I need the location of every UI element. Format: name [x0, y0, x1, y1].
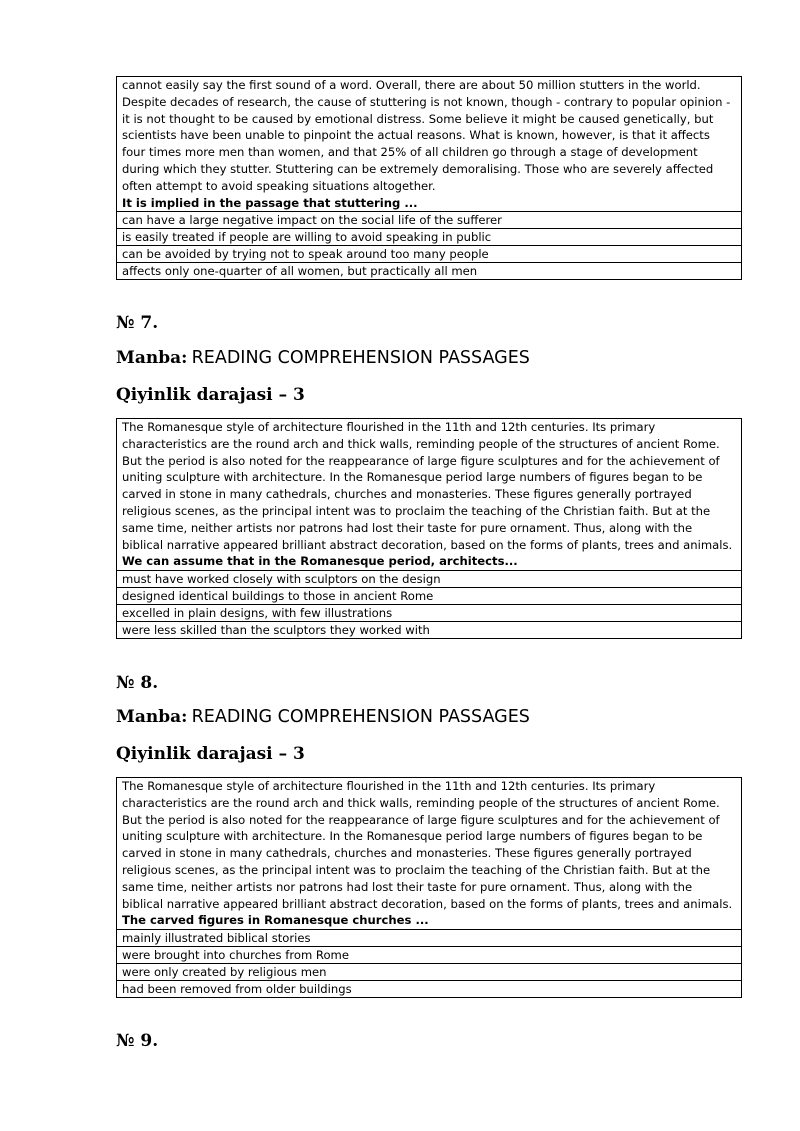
source-value: READING COMPREHENSION PASSAGES — [191, 348, 530, 368]
source-value: READING COMPREHENSION PASSAGES — [191, 707, 530, 727]
answer-option[interactable]: were brought into churches from Rome — [117, 946, 741, 963]
passage-text: cannot easily say the first sound of a word. Overall, there are about 50 million stutters in the world. Despite decades of research, the cause of stuttering is not known, though - contrary to popular opinion - it is not thought to be caused by emotional distress. Some believe it might be caused genetically, but scientists have been unable to pinpoint the actual reasons. What is known, however, is that it affects four times more men than women, and that 25% of all children go through a stage of development during which they stutter. Stuttering can be extremely demoralising. Those who are severely affected often attempt to avoid speaking situations altogether. — [122, 78, 731, 193]
question-number: № 7. — [116, 313, 159, 333]
answer-option[interactable]: excelled in plain designs, with few illustrations — [117, 604, 741, 621]
question-stem: It is implied in the passage that stuttering ... — [122, 195, 418, 210]
question-stem: The carved figures in Romanesque churches ... — [122, 913, 429, 928]
answer-option[interactable]: mainly illustrated biblical stories — [117, 929, 741, 946]
question-stem: We can assume that in the Romanesque period, architects... — [122, 554, 518, 569]
source-line — [116, 348, 530, 368]
answer-option[interactable]: designed identical buildings to those in ancient Rome — [117, 587, 741, 604]
source-line — [116, 707, 530, 727]
question-table-7 — [116, 418, 742, 639]
answer-option[interactable]: had been removed from older buildings — [117, 980, 741, 997]
answer-option[interactable]: were less skilled than the sculptors they worked with — [117, 621, 741, 638]
question-table-8 — [116, 777, 742, 998]
passage-text: The Romanesque style of architecture flourished in the 11th and 12th centuries. Its primary characteristics are the round arch and thick walls, reminding people of the structures of ancient Rome. But the period is also noted for the reappearance of large figure sculptures and for the achievement of uniting sculpture with architecture. In the Romanesque period large numbers of figures began to be carved in stone in many cathedrals, churches and monasteries. These figures generally portrayed religious scenes, as the principal intent was to proclaim the teaching of the Christian faith. But at the same time, neither artists nor patrons had lost their taste for pure ornament. Thus, along with the biblical narrative appeared brilliant abstract decoration, based on the forms of plants, trees and animals. — [122, 420, 733, 552]
difficulty-level: Qiyinlik darajasi – 3 — [116, 744, 305, 764]
passage-text: The Romanesque style of architecture flourished in the 11th and 12th centuries. Its primary characteristics are the round arch and thick walls, reminding people of the structures of ancient Rome. But the period is also noted for the reappearance of large figure sculptures and for the achievement of uniting sculpture with architecture. In the Romanesque period large numbers of figures began to be carved in stone in many cathedrals, churches and monasteries. These figures generally portrayed religious scenes, as the principal intent was to proclaim the teaching of the Christian faith. But at the same time, neither artists nor patrons had lost their taste for pure ornament. Thus, along with the biblical narrative appeared brilliant abstract decoration, based on the forms of plants, trees and animals. — [122, 779, 733, 911]
difficulty-level: Qiyinlik darajasi – 3 — [116, 385, 305, 405]
answer-option[interactable]: affects only one-quarter of all women, but practically all men — [117, 262, 741, 279]
answer-option[interactable]: can be avoided by trying not to speak around too many people — [117, 245, 741, 262]
answer-option[interactable]: can have a large negative impact on the social life of the sufferer — [117, 211, 741, 228]
source-label: Manba: — [116, 348, 188, 368]
question-number: № 8. — [116, 673, 159, 693]
question-table-6 — [116, 76, 742, 280]
answer-option[interactable]: must have worked closely with sculptors on the design — [117, 570, 741, 587]
answer-option[interactable]: were only created by religious men — [117, 963, 741, 980]
answer-option[interactable]: is easily treated if people are willing to avoid speaking in public — [117, 228, 741, 245]
question-number: № 9. — [116, 1031, 159, 1051]
source-label: Manba: — [116, 707, 188, 727]
